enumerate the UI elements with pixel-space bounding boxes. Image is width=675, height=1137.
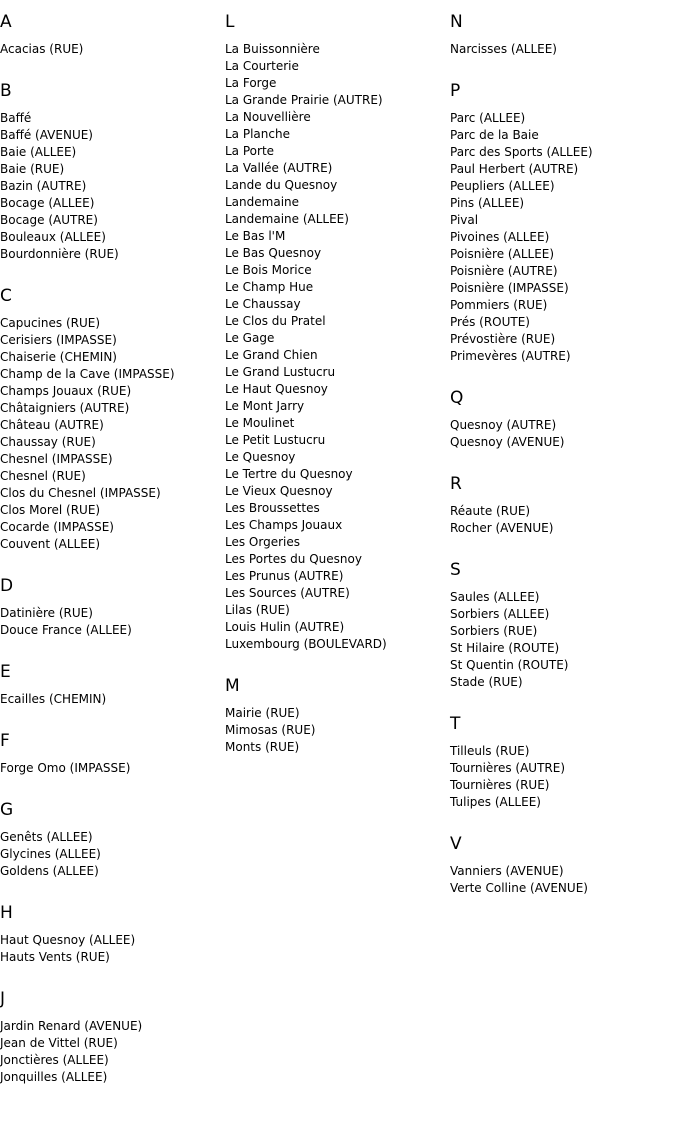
street-entry: Le Vieux Quesnoy <box>225 484 333 498</box>
street-entry: Pommiers (RUE) <box>450 298 548 312</box>
letter-heading: H <box>0 903 13 923</box>
street-entry: La Forge <box>225 76 277 90</box>
street-list <box>450 503 675 537</box>
street-list <box>0 691 225 708</box>
street-list <box>0 315 225 553</box>
street-list <box>450 417 675 451</box>
street-entry: Landemaine (ALLEE) <box>225 212 349 226</box>
street-entry: Bocage (ALLEE) <box>0 196 95 210</box>
letter-heading: G <box>0 800 14 820</box>
street-entry: Le Moulinet <box>225 416 295 430</box>
street-list <box>0 41 225 58</box>
street-entry: Chesnel (RUE) <box>0 469 86 483</box>
street-index-column-2 <box>225 11 450 756</box>
letter-heading: T <box>450 714 461 734</box>
street-entry: Le Quesnoy <box>225 450 296 464</box>
street-entry: La Courterie <box>225 59 299 73</box>
street-entry: Le Petit Lustucru <box>225 433 326 447</box>
letter-heading: F <box>0 731 10 751</box>
letter-heading: Q <box>450 388 464 408</box>
street-entry: Glycines (ALLEE) <box>0 847 101 861</box>
street-entry: Pins (ALLEE) <box>450 196 525 210</box>
letter-group-s <box>450 559 675 691</box>
letter-heading: N <box>450 12 463 32</box>
street-entry: Sorbiers (ALLEE) <box>450 607 550 621</box>
street-entry: Les Champs Jouaux <box>225 518 343 532</box>
street-entry: Tilleuls (RUE) <box>450 744 530 758</box>
letter-heading: L <box>225 12 235 32</box>
street-entry: La Nouvellière <box>225 110 311 124</box>
street-entry: La Vallée (AUTRE) <box>225 161 333 175</box>
street-entry: Lilas (RUE) <box>225 603 290 617</box>
street-entry: Rocher (AVENUE) <box>450 521 554 535</box>
letter-heading: V <box>450 834 462 854</box>
street-entry: Baffé (AVENUE) <box>0 128 93 142</box>
street-entry: Jonctières (ALLEE) <box>0 1053 109 1067</box>
street-entry: Bourdonnière (RUE) <box>0 247 119 261</box>
street-entry: Saules (ALLEE) <box>450 590 540 604</box>
street-entry: Forge Omo (IMPASSE) <box>0 761 131 775</box>
street-entry: Chaussay (RUE) <box>0 435 96 449</box>
street-entry: Landemaine <box>225 195 300 209</box>
street-entry: Pival <box>450 213 479 227</box>
letter-heading: S <box>450 560 461 580</box>
street-entry: Narcisses (ALLEE) <box>450 42 557 56</box>
street-entry: Les Portes du Quesnoy <box>225 552 362 566</box>
street-entry: La Porte <box>225 144 275 158</box>
street-entry: Les Sources (AUTRE) <box>225 586 350 600</box>
street-entry: La Buissonnière <box>225 42 320 56</box>
street-entry: Parc de la Baie <box>450 128 539 142</box>
letter-group-v <box>450 833 675 897</box>
street-entry: Le Grand Chien <box>225 348 318 362</box>
street-list <box>0 760 225 777</box>
street-entry: Douce France (ALLEE) <box>0 623 132 637</box>
letter-heading: M <box>225 676 240 696</box>
letter-group-e <box>0 661 225 708</box>
street-list <box>0 605 225 639</box>
street-entry: St Hilaire (ROUTE) <box>450 641 560 655</box>
street-entry: Baie (RUE) <box>0 162 65 176</box>
letter-heading: B <box>0 81 12 101</box>
street-list <box>0 110 225 263</box>
street-entry: Tulipes (ALLEE) <box>450 795 541 809</box>
letter-heading: E <box>0 662 11 682</box>
street-entry: La Planche <box>225 127 290 141</box>
street-entry: Mairie (RUE) <box>225 706 300 720</box>
street-entry: Châtaigniers (AUTRE) <box>0 401 130 415</box>
letter-group-d <box>0 575 225 639</box>
street-entry: Le Tertre du Quesnoy <box>225 467 353 481</box>
street-entry: Les Orgeries <box>225 535 300 549</box>
street-entry: Prévostière (RUE) <box>450 332 556 346</box>
street-entry: Peupliers (ALLEE) <box>450 179 555 193</box>
street-entry: Bocage (AUTRE) <box>0 213 98 227</box>
street-entry: Jardin Renard (AVENUE) <box>0 1019 143 1033</box>
street-entry: Le Haut Quesnoy <box>225 382 328 396</box>
street-entry: Les Prunus (AUTRE) <box>225 569 344 583</box>
street-entry: Parc (ALLEE) <box>450 111 526 125</box>
street-entry: Le Grand Lustucru <box>225 365 336 379</box>
letter-group-p <box>450 80 675 365</box>
street-entry: Le Bois Morice <box>225 263 312 277</box>
street-entry: Ecailles (CHEMIN) <box>0 692 107 706</box>
street-entry: Réaute (RUE) <box>450 504 531 518</box>
street-entry: Vanniers (AVENUE) <box>450 864 564 878</box>
street-entry: Le Chaussay <box>225 297 301 311</box>
street-entry: Le Clos du Pratel <box>225 314 326 328</box>
street-list <box>450 589 675 691</box>
street-entry: Goldens (ALLEE) <box>0 864 99 878</box>
street-entry: Chaiserie (CHEMIN) <box>0 350 117 364</box>
street-entry: Bazin (AUTRE) <box>0 179 87 193</box>
street-entry: Château (AUTRE) <box>0 418 104 432</box>
street-entry: Genêts (ALLEE) <box>0 830 93 844</box>
street-entry: Quesnoy (AVENUE) <box>450 435 565 449</box>
street-entry: Le Bas Quesnoy <box>225 246 322 260</box>
street-entry: Mimosas (RUE) <box>225 723 316 737</box>
street-entry: Les Broussettes <box>225 501 320 515</box>
street-list <box>225 41 450 653</box>
letter-group-r <box>450 473 675 537</box>
street-entry: Lande du Quesnoy <box>225 178 338 192</box>
street-entry: Prés (ROUTE) <box>450 315 530 329</box>
letter-group-c <box>0 285 225 553</box>
street-list <box>0 1018 225 1086</box>
street-entry: Luxembourg (BOULEVARD) <box>225 637 387 651</box>
street-entry: Le Bas l'M <box>225 229 286 243</box>
letter-heading: C <box>0 286 12 306</box>
street-list <box>0 932 225 966</box>
street-entry: Le Champ Hue <box>225 280 314 294</box>
letter-group-j <box>0 988 225 1086</box>
letter-group-n <box>450 11 675 58</box>
street-list <box>450 110 675 365</box>
street-entry: Jean de Vittel (RUE) <box>0 1036 118 1050</box>
street-entry: Jonquilles (ALLEE) <box>0 1070 108 1084</box>
street-entry: Champ de la Cave (IMPASSE) <box>0 367 175 381</box>
street-entry: Paul Herbert (AUTRE) <box>450 162 579 176</box>
street-entry: Haut Quesnoy (ALLEE) <box>0 933 136 947</box>
letter-group-a <box>0 11 225 58</box>
letter-heading: J <box>0 989 6 1009</box>
street-entry: Monts (RUE) <box>225 740 300 754</box>
letter-group-h <box>0 902 225 966</box>
street-entry: La Grande Prairie (AUTRE) <box>225 93 383 107</box>
street-entry: Hauts Vents (RUE) <box>0 950 110 964</box>
street-entry: Le Gage <box>225 331 275 345</box>
street-entry: St Quentin (ROUTE) <box>450 658 569 672</box>
street-entry: Quesnoy (AUTRE) <box>450 418 557 432</box>
street-entry: Stade (RUE) <box>450 675 523 689</box>
letter-group-g <box>0 799 225 880</box>
street-list <box>0 829 225 880</box>
street-entry: Verte Colline (AVENUE) <box>450 881 588 895</box>
street-entry: Capucines (RUE) <box>0 316 101 330</box>
street-entry: Acacias (RUE) <box>0 42 84 56</box>
street-entry: Couvent (ALLEE) <box>0 537 101 551</box>
street-entry: Sorbiers (RUE) <box>450 624 538 638</box>
street-entry: Le Mont Jarry <box>225 399 305 413</box>
street-index-column-1 <box>0 11 225 1086</box>
letter-heading: P <box>450 81 461 101</box>
letter-group-b <box>0 80 225 263</box>
street-entry: Tournières (RUE) <box>450 778 550 792</box>
letter-group-f <box>0 730 225 777</box>
street-entry: Poisnière (AUTRE) <box>450 264 558 278</box>
street-entry: Louis Hulin (AUTRE) <box>225 620 345 634</box>
street-entry: Clos du Chesnel (IMPASSE) <box>0 486 161 500</box>
letter-group-m <box>225 675 450 756</box>
street-entry: Cerisiers (IMPASSE) <box>0 333 117 347</box>
street-entry: Poisnière (IMPASSE) <box>450 281 569 295</box>
letter-group-l <box>225 11 450 653</box>
street-index-column-3 <box>450 11 675 897</box>
street-entry: Poisnière (ALLEE) <box>450 247 555 261</box>
street-entry: Tournières (AUTRE) <box>450 761 566 775</box>
street-list <box>450 743 675 811</box>
street-list <box>450 863 675 897</box>
street-entry: Datinière (RUE) <box>0 606 93 620</box>
street-entry: Bouleaux (ALLEE) <box>0 230 106 244</box>
letter-group-t <box>450 713 675 811</box>
letter-heading: D <box>0 576 14 596</box>
letter-heading: R <box>450 474 462 494</box>
street-entry: Parc des Sports (ALLEE) <box>450 145 593 159</box>
street-entry: Pivoines (ALLEE) <box>450 230 550 244</box>
street-list <box>450 41 675 58</box>
letter-heading: A <box>0 12 12 32</box>
street-entry: Baie (ALLEE) <box>0 145 77 159</box>
street-entry: Cocarde (IMPASSE) <box>0 520 114 534</box>
street-entry: Clos Morel (RUE) <box>0 503 101 517</box>
street-entry: Baffé <box>0 111 32 125</box>
street-entry: Chesnel (IMPASSE) <box>0 452 113 466</box>
letter-group-q <box>450 387 675 451</box>
street-entry: Primevères (AUTRE) <box>450 349 571 363</box>
street-list <box>225 705 450 756</box>
street-entry: Champs Jouaux (RUE) <box>0 384 132 398</box>
